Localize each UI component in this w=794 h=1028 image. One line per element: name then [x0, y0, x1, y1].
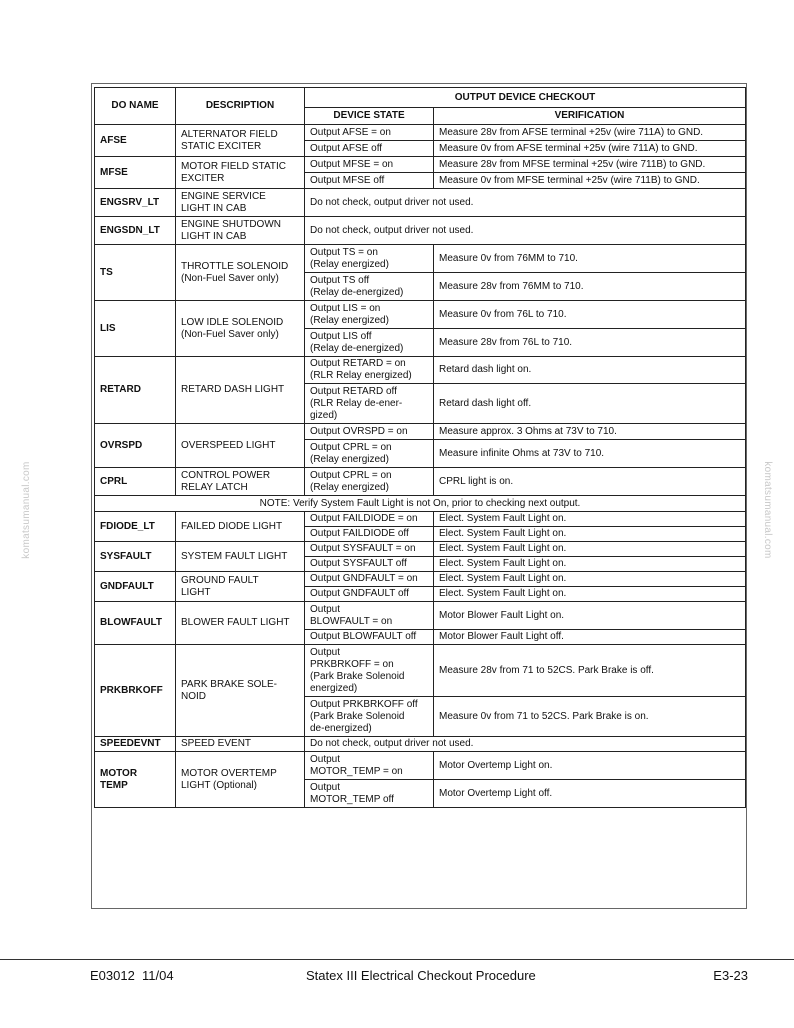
verification-cell: Measure infinite Ohms at 73V to 710.: [434, 440, 746, 468]
verification-cell: Measure 0v from 76L to 710.: [434, 301, 746, 329]
verification-cell: Measure 0v from MFSE terminal +25v (wire 711B) to GND.: [434, 173, 746, 189]
description-cell: BLOWER FAULT LIGHT: [176, 602, 305, 645]
footer-rule: [0, 959, 794, 960]
header-device-state: DEVICE STATE: [305, 108, 434, 125]
table-row: [95, 602, 746, 630]
device-state-cell: Output MOTOR_TEMP off: [305, 780, 434, 808]
table-row: [95, 752, 746, 780]
description-cell: SPEED EVENT: [176, 737, 305, 752]
verification-cell: Retard dash light on.: [434, 357, 746, 384]
table-row: [95, 572, 746, 587]
table-row: [95, 245, 746, 273]
device-state-cell: Output MFSE off: [305, 173, 434, 189]
do-name-cell: ENGSRV_LT: [95, 189, 176, 217]
device-state-cell: Output SYSFAULT = on: [305, 542, 434, 557]
merged-verification-cell: Do not check, output driver not used.: [305, 737, 746, 752]
do-name-cell: ENGSDN_LT: [95, 217, 176, 245]
device-state-cell: Output TS off (Relay de-energized): [305, 273, 434, 301]
device-state-cell: Output AFSE off: [305, 141, 434, 157]
table-row: [95, 189, 746, 217]
do-name-cell: GNDFAULT: [95, 572, 176, 602]
verification-cell: Elect. System Fault Light on.: [434, 512, 746, 527]
verification-cell: Measure 28v from 76L to 710.: [434, 329, 746, 357]
description-cell: SYSTEM FAULT LIGHT: [176, 542, 305, 572]
description-cell: RETARD DASH LIGHT: [176, 357, 305, 424]
table-row: [95, 542, 746, 557]
description-cell: CONTROL POWER RELAY LATCH: [176, 468, 305, 496]
description-cell: GROUND FAULT LIGHT: [176, 572, 305, 602]
table-row: [95, 301, 746, 329]
header-do-name: DO NAME: [95, 88, 176, 125]
merged-verification-cell: Do not check, output driver not used.: [305, 189, 746, 217]
table-row: [95, 645, 746, 697]
device-state-cell: Output FAILDIODE off: [305, 527, 434, 542]
verification-cell: Measure 0v from AFSE terminal +25v (wire 711A) to GND.: [434, 141, 746, 157]
verification-cell: Motor Blower Fault Light on.: [434, 602, 746, 630]
verification-cell: Measure 0v from 71 to 52CS. Park Brake is on.: [434, 697, 746, 737]
table-row: [95, 125, 746, 141]
table-row: [95, 217, 746, 245]
do-name-cell: LIS: [95, 301, 176, 357]
do-name-cell: CPRL: [95, 468, 176, 496]
verification-cell: Elect. System Fault Light on.: [434, 542, 746, 557]
description-cell: ENGINE SHUTDOWN LIGHT IN CAB: [176, 217, 305, 245]
device-state-cell: Output PRKBRKOFF off (Park Brake Solenoid de-energized): [305, 697, 434, 737]
watermark-left: komatsumanual.com: [21, 461, 32, 559]
do-name-cell: PRKBRKOFF: [95, 645, 176, 737]
device-state-cell: Output PRKBRKOFF = on (Park Brake Solenoid energized): [305, 645, 434, 697]
do-name-cell: SPEEDEVNT: [95, 737, 176, 752]
verification-cell: Measure 28v from 71 to 52CS. Park Brake is off.: [434, 645, 746, 697]
verification-cell: Elect. System Fault Light on.: [434, 527, 746, 542]
device-state-cell: Output MOTOR_TEMP = on: [305, 752, 434, 780]
do-name-cell: OVRSPD: [95, 424, 176, 468]
table-row: [95, 468, 746, 496]
verification-cell: Motor Blower Fault Light off.: [434, 630, 746, 645]
footer-title: Statex III Electrical Checkout Procedure: [306, 968, 536, 983]
device-state-cell: Output GNDFAULT = on: [305, 572, 434, 587]
note-text: NOTE: Verify System Fault Light is not On, prior to checking next output.: [95, 496, 746, 512]
do-name-cell: FDIODE_LT: [95, 512, 176, 542]
verification-cell: Measure 0v from 76MM to 710.: [434, 245, 746, 273]
verification-cell: Motor Overtemp Light on.: [434, 752, 746, 780]
table-row: [95, 424, 746, 440]
do-name-cell: AFSE: [95, 125, 176, 157]
device-state-cell: Output RETARD = on (RLR Relay energized): [305, 357, 434, 384]
description-cell: MOTOR OVERTEMP LIGHT (Optional): [176, 752, 305, 808]
do-name-cell: SYSFAULT: [95, 542, 176, 572]
device-state-cell: Output LIS off (Relay de-energized): [305, 329, 434, 357]
footer-doc-id: E03012 11/04: [90, 968, 174, 983]
verification-cell: Elect. System Fault Light on.: [434, 587, 746, 602]
device-state-cell: Output BLOWFAULT off: [305, 630, 434, 645]
description-cell: ENGINE SERVICE LIGHT IN CAB: [176, 189, 305, 217]
description-cell: FAILED DIODE LIGHT: [176, 512, 305, 542]
verification-cell: Motor Overtemp Light off.: [434, 780, 746, 808]
do-name-cell: MOTOR TEMP: [95, 752, 176, 808]
verification-cell: Retard dash light off.: [434, 384, 746, 424]
description-cell: THROTTLE SOLENOID (Non-Fuel Saver only): [176, 245, 305, 301]
do-name-cell: MFSE: [95, 157, 176, 189]
table-row: [95, 512, 746, 527]
description-cell: OVERSPEED LIGHT: [176, 424, 305, 468]
verification-cell: Elect. System Fault Light on.: [434, 572, 746, 587]
verification-cell: Measure 28v from AFSE terminal +25v (wire 711A) to GND.: [434, 125, 746, 141]
device-state-cell: Output OVRSPD = on: [305, 424, 434, 440]
header-description: DESCRIPTION: [176, 88, 305, 125]
device-state-cell: Output BLOWFAULT = on: [305, 602, 434, 630]
description-cell: ALTERNATOR FIELD STATIC EXCITER: [176, 125, 305, 157]
device-state-cell: Output GNDFAULT off: [305, 587, 434, 602]
device-state-cell: Output SYSFAULT off: [305, 557, 434, 572]
watermark-right: komatsumanual.com: [762, 461, 773, 559]
do-name-cell: TS: [95, 245, 176, 301]
do-name-cell: RETARD: [95, 357, 176, 424]
device-state-cell: Output CPRL = on (Relay energized): [305, 440, 434, 468]
verification-cell: CPRL light is on.: [434, 468, 746, 496]
description-cell: LOW IDLE SOLENOID (Non-Fuel Saver only): [176, 301, 305, 357]
output-device-checkout-table: [94, 87, 746, 808]
device-state-cell: Output TS = on (Relay energized): [305, 245, 434, 273]
verification-cell: Measure 28v from MFSE terminal +25v (wire 711B) to GND.: [434, 157, 746, 173]
table-row: [95, 737, 746, 752]
description-cell: PARK BRAKE SOLE- NOID: [176, 645, 305, 737]
header-output-device-checkout: OUTPUT DEVICE CHECKOUT: [305, 88, 746, 108]
description-cell: MOTOR FIELD STATIC EXCITER: [176, 157, 305, 189]
note-row: [95, 496, 746, 512]
device-state-cell: Output AFSE = on: [305, 125, 434, 141]
header-verification: VERIFICATION: [434, 108, 746, 125]
device-state-cell: Output CPRL = on (Relay energized): [305, 468, 434, 496]
table-row: [95, 357, 746, 384]
merged-verification-cell: Do not check, output driver not used.: [305, 217, 746, 245]
footer-page-number: E3-23: [713, 968, 748, 983]
device-state-cell: Output FAILDIODE = on: [305, 512, 434, 527]
table-row: [95, 157, 746, 173]
verification-cell: Measure approx. 3 Ohms at 73V to 710.: [434, 424, 746, 440]
verification-cell: Elect. System Fault Light on.: [434, 557, 746, 572]
device-state-cell: Output LIS = on (Relay energized): [305, 301, 434, 329]
device-state-cell: Output MFSE = on: [305, 157, 434, 173]
do-name-cell: BLOWFAULT: [95, 602, 176, 645]
device-state-cell: Output RETARD off (RLR Relay de-ener- gized): [305, 384, 434, 424]
verification-cell: Measure 28v from 76MM to 710.: [434, 273, 746, 301]
